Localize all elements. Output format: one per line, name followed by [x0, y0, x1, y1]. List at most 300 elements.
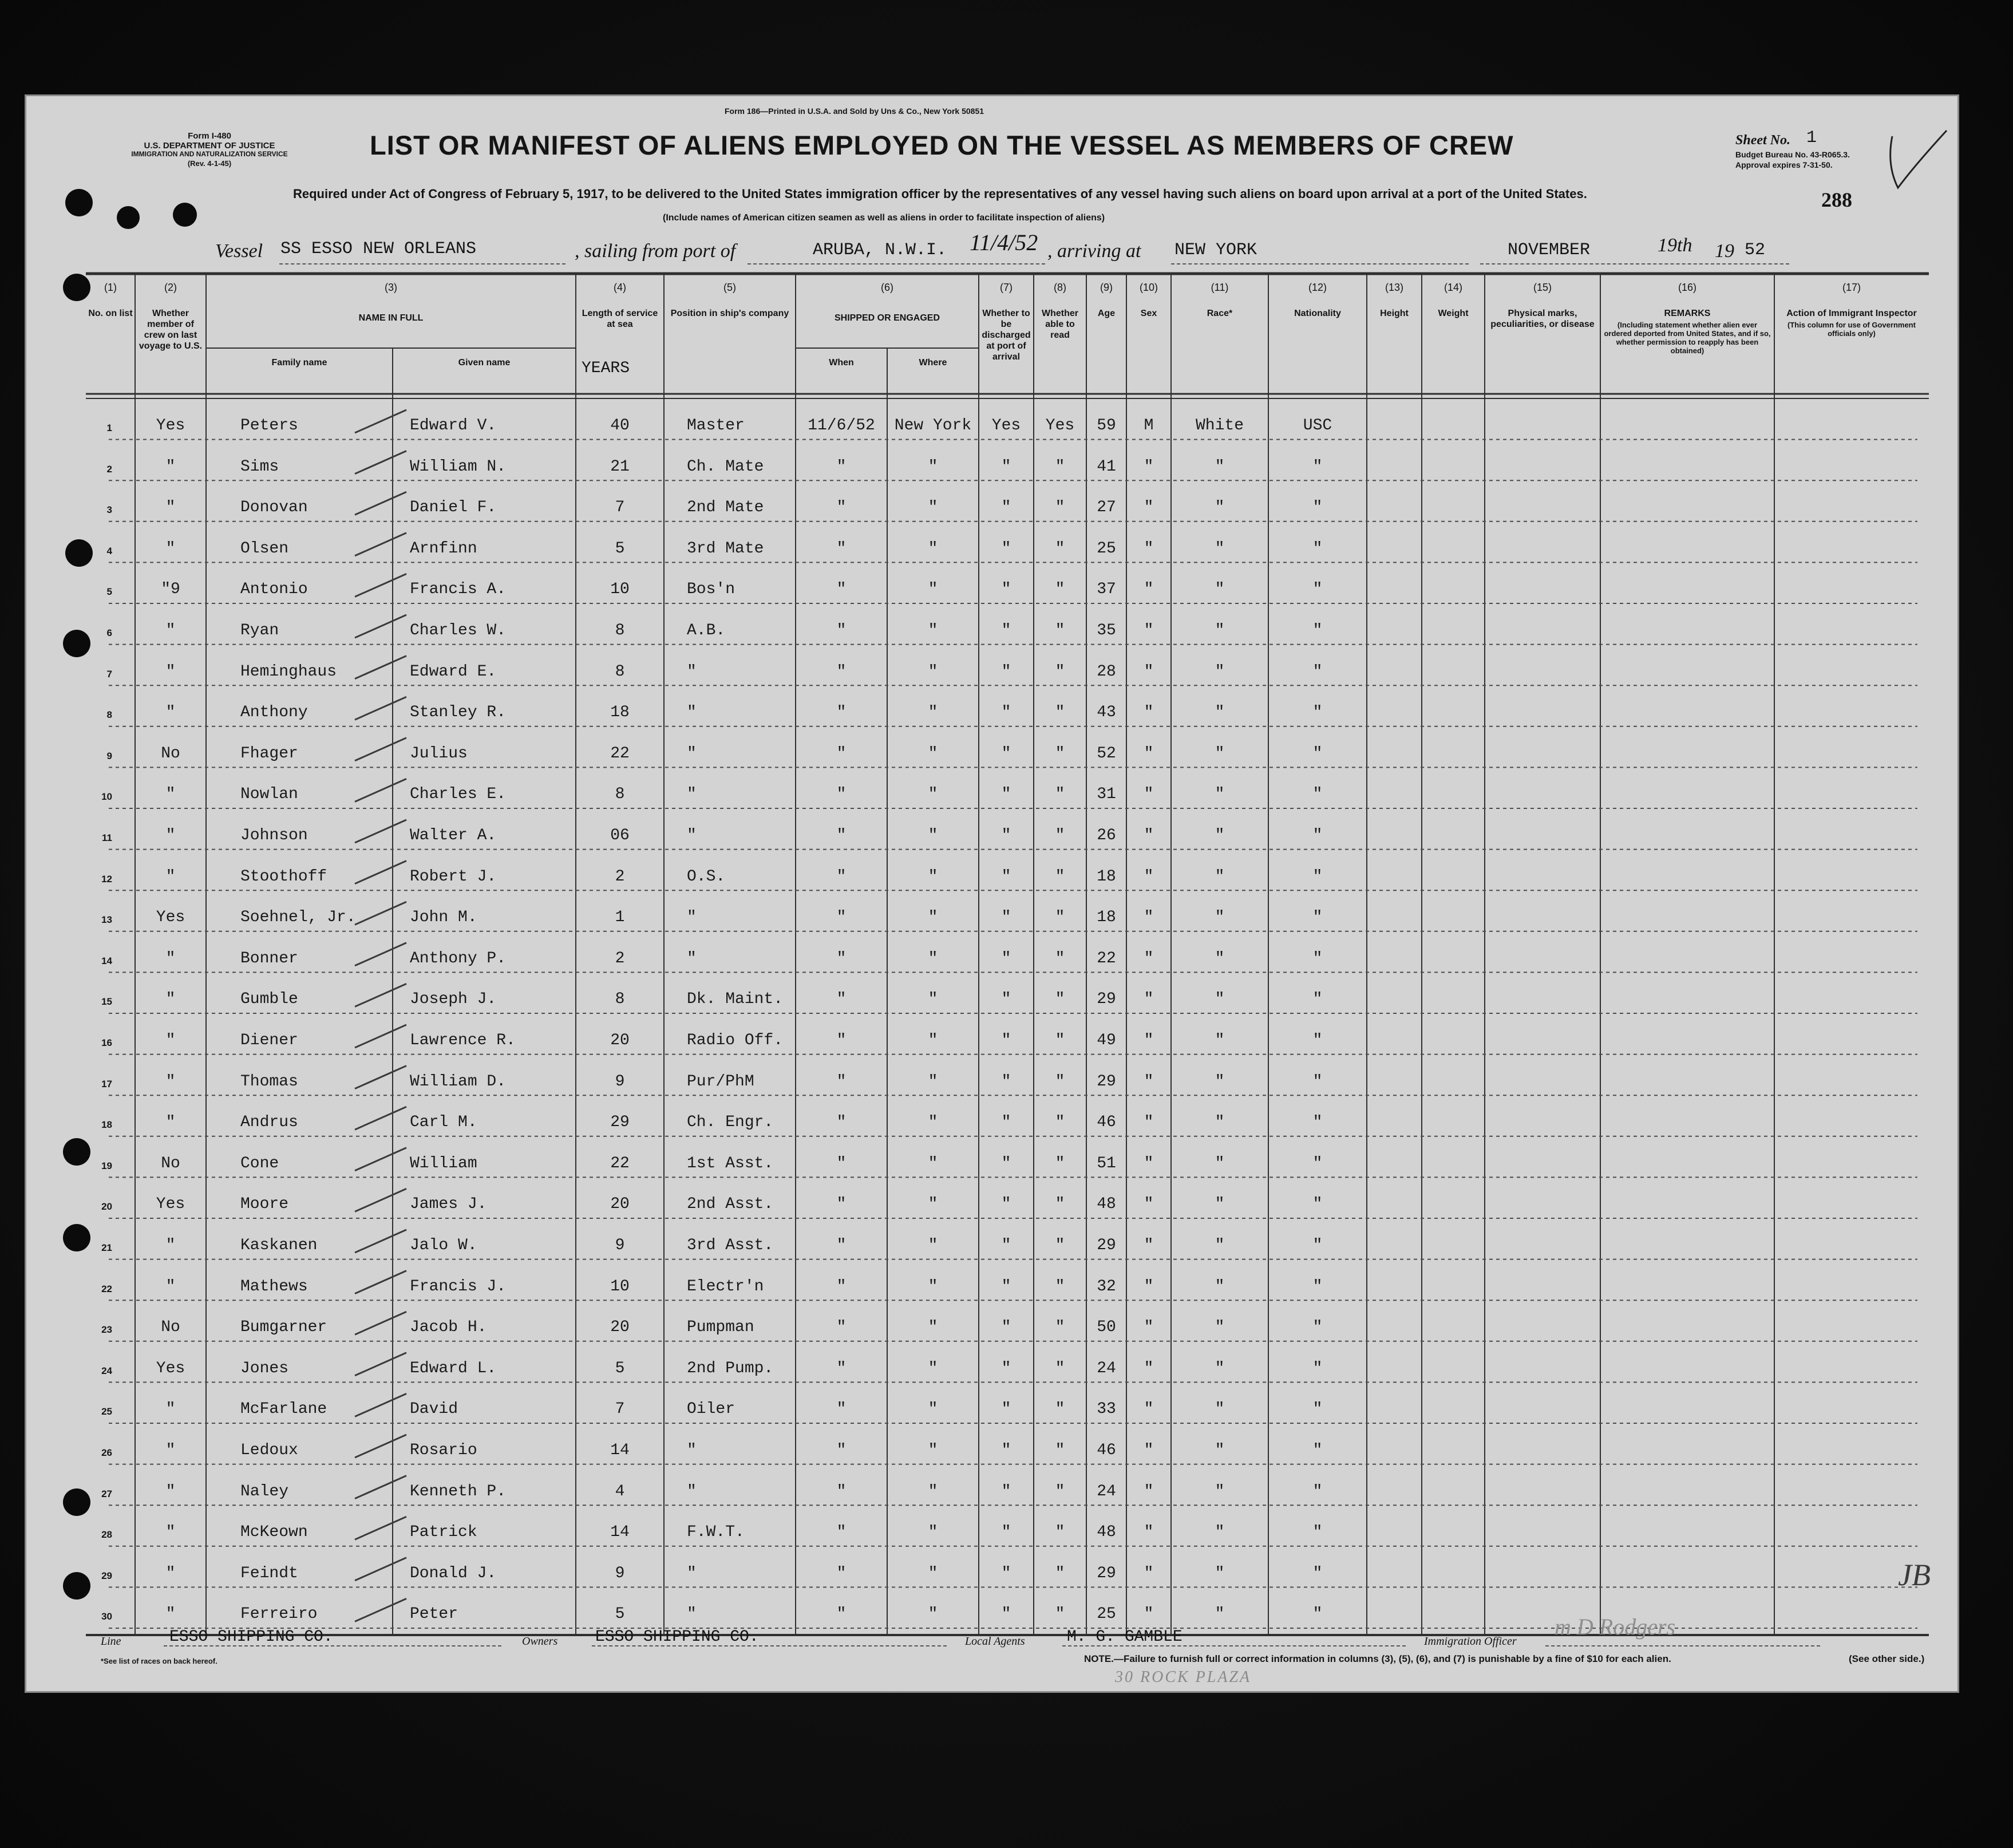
crew-given: Joseph J.	[410, 990, 497, 1009]
crew-age: 29	[1097, 1237, 1116, 1254]
crew-disch: "	[1001, 581, 1011, 599]
crew-nat: "	[1312, 1277, 1323, 1296]
crew-sex: "	[1144, 1072, 1154, 1091]
crew-where: "	[928, 1359, 938, 1377]
pen-check-mark	[355, 1025, 406, 1048]
crew-position: "	[687, 1564, 697, 1582]
column-header-c15: Physical marks, peculiarities, or disease	[1490, 309, 1595, 329]
crew-race: "	[1215, 704, 1225, 722]
crew-sex: "	[1144, 1564, 1154, 1582]
crew-where: "	[928, 1564, 938, 1582]
crew-sex: "	[1144, 909, 1154, 927]
crew-prev: Yes	[156, 1359, 185, 1377]
crew-age: 26	[1097, 827, 1116, 844]
row-number: 15	[101, 996, 112, 1008]
agents-label: Local Agents	[965, 1635, 1025, 1648]
crew-years: 22	[610, 744, 630, 763]
crew-prev: "	[165, 1113, 176, 1132]
crew-age: 18	[1097, 909, 1116, 927]
crew-sex: "	[1144, 1605, 1154, 1624]
column-header-c5: Position in ship's company	[670, 309, 789, 318]
arrival-year-prefix: 19	[1715, 240, 1734, 262]
crew-sex: "	[1144, 785, 1154, 804]
crew-disch: "	[1001, 1195, 1011, 1214]
crew-where: "	[928, 1237, 938, 1254]
crew-years: 8	[615, 785, 625, 804]
crew-where: "	[928, 622, 938, 639]
row-number: 21	[101, 1242, 112, 1253]
crew-nat: "	[1312, 704, 1323, 722]
crew-sex: "	[1144, 949, 1154, 968]
crew-read: "	[1055, 622, 1065, 639]
crew-years: 14	[610, 1523, 630, 1542]
crew-given: Stanley R.	[410, 704, 507, 722]
crew-prev: "	[165, 539, 176, 558]
crew-when: "	[836, 1442, 847, 1459]
pen-check-mark	[355, 1271, 406, 1294]
crew-race: "	[1215, 1277, 1225, 1296]
crew-family: Fhager	[240, 744, 298, 763]
crew-race: "	[1215, 499, 1225, 517]
crew-nat: "	[1312, 1523, 1323, 1542]
crew-where: "	[928, 457, 938, 476]
crew-nat: "	[1312, 1442, 1323, 1459]
crew-prev: "	[165, 867, 176, 886]
row-number: 19	[101, 1160, 112, 1171]
crew-years: 5	[615, 539, 625, 558]
column-header-c13: Height	[1380, 309, 1409, 318]
crew-race: "	[1215, 990, 1225, 1009]
crew-prev: "	[165, 662, 176, 681]
vessel-label: Vessel	[215, 240, 263, 262]
crew-race: White	[1195, 417, 1244, 435]
crew-prev: "9	[161, 581, 180, 599]
crew-sex: "	[1144, 744, 1154, 763]
crew-position: O.S.	[687, 867, 726, 886]
crew-read: "	[1055, 1359, 1065, 1377]
crew-disch: "	[1001, 457, 1011, 476]
line-name: ESSO SHIPPING CO.	[169, 1628, 333, 1646]
crew-age: 24	[1097, 1482, 1116, 1500]
column-header-c9: Age	[1097, 309, 1116, 318]
crew-when: "	[836, 1564, 847, 1582]
crew-given: Peter	[410, 1605, 458, 1624]
column-number: (14)	[1443, 282, 1462, 293]
column-number: (15)	[1533, 282, 1552, 293]
pen-check-mark	[355, 1435, 406, 1458]
crew-read: "	[1055, 1195, 1065, 1214]
column-header-c14: Weight	[1438, 309, 1469, 318]
crew-years: 9	[615, 1564, 625, 1582]
row-number: 30	[101, 1611, 112, 1622]
crew-given: Edward L.	[410, 1359, 497, 1377]
arrival-year: 52	[1745, 240, 1766, 260]
crew-given: David	[410, 1400, 458, 1419]
crew-disch: "	[1001, 1605, 1011, 1624]
crew-position: Ch. Mate	[687, 457, 764, 476]
crew-years: 20	[610, 1318, 630, 1337]
crew-given: William	[410, 1154, 477, 1172]
crew-prev: "	[165, 1072, 176, 1091]
crew-when: "	[836, 1523, 847, 1542]
crew-age: 25	[1097, 1605, 1116, 1624]
column-header-c17: Action of Immigrant Inspector	[1786, 309, 1917, 318]
crew-years: 8	[615, 990, 625, 1009]
row-number: 7	[106, 668, 112, 680]
crew-position: "	[687, 827, 697, 844]
crew-nat: "	[1312, 457, 1323, 476]
owners-name: ESSO SHIPPING CO.	[595, 1628, 759, 1646]
pen-check-mark	[355, 902, 406, 925]
crew-age: 31	[1097, 785, 1116, 804]
crew-position: Bos'n	[687, 581, 735, 599]
crew-prev: "	[165, 457, 176, 476]
crew-sex: "	[1144, 990, 1154, 1009]
pen-check-mark	[355, 779, 406, 801]
crew-given: Rosario	[410, 1442, 477, 1459]
row-number: 29	[101, 1570, 112, 1581]
crew-prev: "	[165, 990, 176, 1009]
crew-nat: "	[1312, 867, 1323, 886]
crew-given: William D.	[410, 1072, 507, 1091]
crew-family: Bumgarner	[240, 1318, 327, 1337]
pen-check-mark	[355, 984, 406, 1006]
column-header-c16: REMARKS	[1664, 309, 1711, 318]
pen-check-mark	[355, 1148, 406, 1171]
row-number: 24	[101, 1365, 112, 1376]
crew-years: 06	[610, 827, 630, 844]
crew-where: "	[928, 539, 938, 558]
crew-read: "	[1055, 827, 1065, 844]
row-number: 11	[102, 832, 112, 843]
see-other-side: (See other side.)	[1849, 1653, 1925, 1664]
include-note: (Include names of American citizen seamen as well as aliens in order to facilitate inspection of aliens)	[663, 213, 1105, 223]
crew-given: Edward E.	[410, 662, 497, 681]
row-number: 13	[101, 914, 112, 926]
column-header-where: Where	[919, 358, 947, 368]
pen-check-mark	[355, 1066, 406, 1089]
column-number: (13)	[1385, 282, 1403, 293]
column-header-years-unit: YEARS	[582, 360, 630, 377]
crew-read: "	[1055, 744, 1065, 763]
crew-where: "	[928, 867, 938, 886]
crew-prev: "	[165, 704, 176, 722]
crew-years: 2	[615, 949, 625, 968]
column-number: (5)	[723, 282, 736, 293]
crew-age: 43	[1097, 704, 1116, 722]
crew-read: "	[1055, 1318, 1065, 1337]
row-number: 12	[101, 873, 112, 884]
crew-age: 48	[1097, 1195, 1116, 1214]
sailing-port: ARUBA, N.W.I.	[813, 240, 947, 260]
crew-when: "	[836, 622, 847, 639]
crew-age: 32	[1097, 1277, 1116, 1296]
row-number: 25	[101, 1406, 112, 1417]
crew-where: "	[928, 1400, 938, 1419]
crew-age: 50	[1097, 1318, 1116, 1337]
crew-where: "	[928, 1605, 938, 1624]
crew-when: "	[836, 1482, 847, 1500]
crew-years: 14	[610, 1442, 630, 1459]
column-header-c16-note: (Including statement whether alien ever ordered deported from United States, and if so, whether permission to reapply has been obtained)	[1604, 321, 1771, 355]
crew-position: "	[687, 744, 697, 763]
crew-read: "	[1055, 1400, 1065, 1419]
crew-where: "	[928, 1482, 938, 1500]
crew-disch: "	[1001, 704, 1011, 722]
crew-when: "	[836, 1072, 847, 1091]
crew-years: 8	[615, 622, 625, 639]
crew-given: Charles E.	[410, 785, 507, 804]
crew-sex: "	[1144, 499, 1154, 517]
crew-when: "	[836, 581, 847, 599]
arriving-label: , arriving at	[1047, 240, 1141, 262]
row-number: 2	[106, 463, 112, 475]
column-number: (6)	[881, 282, 893, 293]
crew-given: Walter A.	[410, 827, 497, 844]
crew-sex: "	[1144, 1523, 1154, 1542]
crew-race: "	[1215, 1072, 1225, 1091]
crew-prev: "	[165, 1032, 176, 1049]
crew-given: Robert J.	[410, 867, 497, 886]
owners-label: Owners	[522, 1635, 558, 1648]
crew-read: "	[1055, 867, 1065, 886]
row-number: 27	[101, 1488, 112, 1499]
row-number: 6	[106, 627, 112, 638]
crew-age: 46	[1097, 1113, 1116, 1132]
crew-family: Ferreiro	[240, 1605, 318, 1624]
pen-check-mark	[355, 1558, 406, 1581]
crew-age: 48	[1097, 1523, 1116, 1542]
crew-read: "	[1055, 539, 1065, 558]
crew-disch: "	[1001, 1237, 1011, 1254]
crew-nat: "	[1312, 1072, 1323, 1091]
column-number: (9)	[1100, 282, 1113, 293]
crew-when: "	[836, 827, 847, 844]
form-title: LIST OR MANIFEST OF ALIENS EMPLOYED ON THE VESSEL AS MEMBERS OF CREW	[370, 130, 1514, 160]
crew-position: F.W.T.	[687, 1523, 745, 1542]
crew-given: Donald J.	[410, 1564, 497, 1582]
crew-read: "	[1055, 1154, 1065, 1172]
crew-disch: "	[1001, 1482, 1011, 1500]
crew-where: "	[928, 949, 938, 968]
crew-nat: "	[1312, 1605, 1323, 1624]
crew-when: "	[836, 499, 847, 517]
arriving-port: NEW YORK	[1174, 240, 1257, 260]
crew-sex: "	[1144, 1318, 1154, 1337]
department-name: U.S. DEPARTMENT OF JUSTICE	[144, 141, 275, 151]
row-number: 18	[101, 1119, 112, 1131]
crew-age: 29	[1097, 990, 1116, 1009]
column-number: (10)	[1139, 282, 1158, 293]
row-number: 17	[101, 1078, 112, 1089]
crew-nat: "	[1312, 1113, 1323, 1132]
row-number: 9	[106, 750, 112, 761]
crew-age: 35	[1097, 622, 1116, 639]
crew-where: "	[928, 827, 938, 844]
crew-prev: "	[165, 1482, 176, 1500]
pen-check-mark	[355, 697, 406, 720]
crew-where: "	[928, 990, 938, 1009]
crew-sex: "	[1144, 1154, 1154, 1172]
manifest-sheet	[26, 96, 1957, 1691]
crew-years: 9	[615, 1237, 625, 1254]
pen-check-mark	[355, 943, 406, 966]
column-header-when: When	[829, 358, 854, 368]
column-header-given-name: Given name	[458, 358, 511, 368]
crew-given: Francis J.	[410, 1277, 507, 1296]
crew-read: "	[1055, 1277, 1065, 1296]
crew-nat: "	[1312, 1195, 1323, 1214]
crew-when: "	[836, 1154, 847, 1172]
crew-prev: "	[165, 499, 176, 517]
crew-sex: "	[1144, 1359, 1154, 1377]
crew-disch: "	[1001, 1564, 1011, 1582]
row-number: 23	[101, 1324, 112, 1336]
crew-prev: No	[161, 744, 180, 763]
crew-position: 3rd Mate	[687, 539, 764, 558]
crew-years: 29	[610, 1113, 630, 1132]
crew-sex: "	[1144, 662, 1154, 681]
crew-position: Ch. Engr.	[687, 1113, 774, 1132]
crew-given: Carl M.	[410, 1113, 477, 1132]
crew-family: Kaskanen	[240, 1237, 318, 1254]
crew-disch: "	[1001, 785, 1011, 804]
crew-family: Peters	[240, 417, 298, 435]
crew-years: 10	[610, 581, 630, 599]
crew-read: "	[1055, 1605, 1065, 1624]
crew-read: "	[1055, 704, 1065, 722]
crew-read: "	[1055, 909, 1065, 927]
crew-position: "	[687, 662, 697, 681]
crew-years: 40	[610, 417, 630, 435]
pen-check-mark	[355, 1107, 406, 1130]
crew-prev: No	[161, 1318, 180, 1337]
column-number: (7)	[1000, 282, 1013, 293]
crew-read: "	[1055, 949, 1065, 968]
crew-nat: "	[1312, 499, 1323, 517]
crew-family: Heminghaus	[240, 662, 337, 681]
service-name: IMMIGRATION AND NATURALIZATION SERVICE	[131, 150, 288, 158]
crew-where: "	[928, 704, 938, 722]
crew-race: "	[1215, 1359, 1225, 1377]
crew-family: Moore	[240, 1195, 289, 1214]
pen-check-mark	[355, 1188, 406, 1211]
crew-given: John M.	[410, 909, 477, 927]
crew-position: Dk. Maint.	[687, 990, 784, 1009]
crew-years: 7	[615, 499, 625, 517]
crew-sex: "	[1144, 457, 1154, 476]
row-number: 10	[101, 791, 112, 803]
crew-when: "	[836, 539, 847, 558]
crew-prev: "	[165, 1400, 176, 1419]
crew-read: "	[1055, 1482, 1065, 1500]
crew-sex: "	[1144, 1482, 1154, 1500]
crew-where: "	[928, 1318, 938, 1337]
sailing-label: , sailing from port of	[575, 240, 736, 262]
crew-years: 2	[615, 867, 625, 886]
crew-age: 52	[1097, 744, 1116, 763]
pen-check-mark	[355, 656, 406, 679]
column-number: (8)	[1054, 282, 1066, 293]
crew-nat: "	[1312, 990, 1323, 1009]
crew-position: "	[687, 1442, 697, 1459]
row-number: 8	[106, 709, 112, 721]
crew-where: "	[928, 662, 938, 681]
crew-read: "	[1055, 1564, 1065, 1582]
row-number: 28	[101, 1529, 112, 1541]
crew-family: Nowlan	[240, 785, 298, 804]
crew-family: Feindt	[240, 1564, 298, 1582]
crew-age: 29	[1097, 1564, 1116, 1582]
crew-years: 22	[610, 1154, 630, 1172]
crew-family: Diener	[240, 1032, 298, 1049]
arrival-day: 19th	[1658, 235, 1692, 256]
sailing-date-handwritten: 11/4/52	[970, 230, 1038, 255]
crew-position: 2nd Mate	[687, 499, 764, 517]
crew-race: "	[1215, 1318, 1225, 1337]
crew-disch: Yes	[991, 417, 1021, 435]
crew-race: "	[1215, 949, 1225, 968]
crew-age: 59	[1097, 417, 1116, 435]
form-revision: (Rev. 4-1-45)	[187, 159, 232, 168]
crew-race: "	[1215, 1442, 1225, 1459]
crew-read: "	[1055, 662, 1065, 681]
crew-where: "	[928, 785, 938, 804]
column-header-c1: No. on list	[88, 309, 133, 318]
crew-nat: "	[1312, 827, 1323, 844]
crew-age: 28	[1097, 662, 1116, 681]
sheet-label: Sheet No.	[1735, 133, 1790, 148]
crew-given: Jalo W.	[410, 1237, 477, 1254]
crew-disch: "	[1001, 1442, 1011, 1459]
crew-disch: "	[1001, 744, 1011, 763]
column-number: (16)	[1678, 282, 1696, 293]
crew-family: Ryan	[240, 622, 279, 639]
crew-nat: USC	[1303, 417, 1332, 435]
crew-read: "	[1055, 457, 1065, 476]
crew-given: Daniel F.	[410, 499, 497, 517]
crew-when: "	[836, 704, 847, 722]
row-number: 3	[106, 504, 112, 516]
crew-years: 9	[615, 1072, 625, 1091]
crew-family: Andrus	[240, 1113, 298, 1132]
crew-read: "	[1055, 785, 1065, 804]
crew-where: "	[928, 1442, 938, 1459]
column-number: (17)	[1842, 282, 1861, 293]
column-header-name-in-full: NAME IN FULL	[358, 313, 424, 323]
crew-prev: Yes	[156, 417, 185, 435]
crew-disch: "	[1001, 539, 1011, 558]
crew-race: "	[1215, 744, 1225, 763]
printer-line: Form 186—Printed in U.S.A. and Sold by Uns & Co., New York 50851	[725, 106, 984, 116]
crew-race: "	[1215, 1032, 1225, 1049]
crew-position: "	[687, 1482, 697, 1500]
page-stamp: 288	[1821, 188, 1852, 211]
crew-disch: "	[1001, 990, 1011, 1009]
column-header-c17-note: (This column for use of Government officials only)	[1787, 321, 1916, 338]
crew-position: "	[687, 1605, 697, 1624]
crew-age: 24	[1097, 1359, 1116, 1377]
row-number: 14	[101, 955, 112, 966]
column-number: (2)	[164, 282, 177, 293]
pen-check-mark	[355, 738, 406, 761]
crew-sex: "	[1144, 704, 1154, 722]
column-header-length-of-service: Length of service at sea	[582, 309, 658, 329]
crew-disch: "	[1001, 1400, 1011, 1419]
crew-sex: "	[1144, 622, 1154, 639]
crew-prev: "	[165, 949, 176, 968]
crew-disch: "	[1001, 499, 1011, 517]
